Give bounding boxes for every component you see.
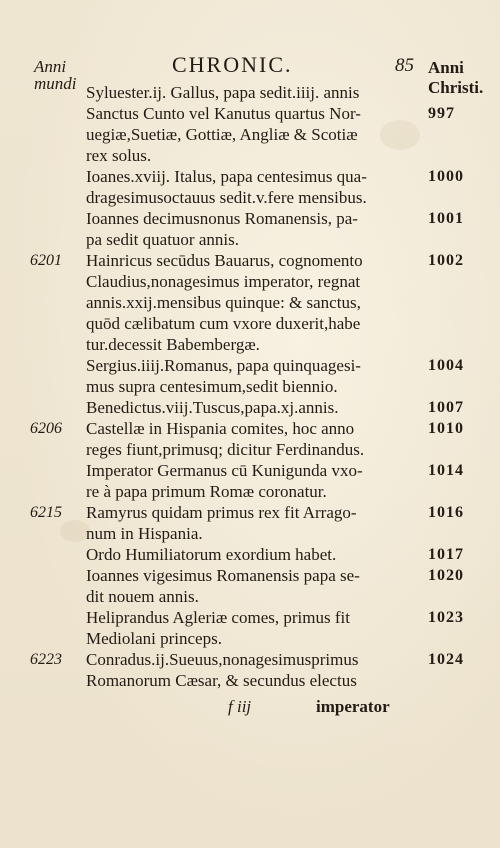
entry-line (0, 334, 500, 355)
entry-line (0, 628, 500, 649)
chronicle-entry (0, 82, 500, 103)
entry-text: re à papa primum Romæ coronatur. (86, 482, 327, 501)
anno-christi: 1001 (428, 210, 464, 227)
chronicle-entry (0, 250, 500, 355)
entry-line (0, 82, 500, 103)
entry-line (0, 271, 500, 292)
entry-line (0, 166, 500, 187)
annus-mundi: 6206 (30, 420, 62, 437)
chronicle-entry (0, 166, 500, 208)
catchword: imperator (316, 697, 390, 716)
entry-text: tur.decessit Babembergæ. (86, 335, 260, 354)
entry-text: Romanorum Cæsar, & secundus electus (86, 671, 357, 690)
anno-christi: 1016 (428, 504, 464, 521)
entry-text: Benedictus.viij.Tuscus,papa.xj.annis. (86, 398, 339, 417)
entry-text: Imperator Germanus cū Kunigunda vxo- (86, 461, 363, 480)
anni-christi-heading: Anni Christi. (428, 58, 484, 97)
entry-text: Conradus.ij.Sueuus,nonagesimusprimus (86, 650, 359, 669)
entry-line (0, 418, 500, 439)
entry-text: Claudius,nonagesimus imperator, regnat (86, 272, 361, 291)
page-number: 85 (395, 55, 414, 76)
signature-mark: f iij (228, 697, 252, 716)
annus-mundi: 6215 (30, 504, 62, 521)
chronicle-entry (0, 208, 500, 250)
entry-text: pa sedit quatuor annis. (86, 230, 239, 249)
anno-christi: 1017 (428, 546, 464, 563)
anno-christi: 1000 (428, 168, 464, 185)
entry-line (0, 607, 500, 628)
entry-text: reges fiunt,primusq; dicitur Ferdinandus. (86, 440, 365, 459)
anno-christi: 1023 (428, 609, 464, 626)
entry-line (0, 313, 500, 334)
entry-text: mus supra centesimum,sedit biennio. (86, 377, 338, 396)
entry-line (0, 187, 500, 208)
chronicle-entry (0, 544, 500, 565)
chronicle-entry (0, 103, 500, 166)
anno-christi: 1014 (428, 462, 464, 479)
entry-text: rex solus. (86, 146, 152, 165)
chronicle-entries (0, 82, 500, 691)
chronicle-entry (0, 397, 500, 418)
entry-line (0, 124, 500, 145)
entry-line (0, 250, 500, 271)
entry-text: dragesimusoctauus sedit.v.fere mensibus. (86, 188, 367, 207)
entry-line (0, 397, 500, 418)
chronicle-entry (0, 607, 500, 649)
entry-text: Hainricus secūdus Bauarus, cognomento (86, 251, 363, 270)
annus-mundi: 6223 (30, 651, 62, 668)
entry-text: dit nouem annis. (86, 587, 199, 606)
entry-line (0, 586, 500, 607)
page-footer (0, 697, 500, 719)
entry-text: quōd cælibatum cum vxore duxerit,habe (86, 314, 361, 333)
chronicle-entry (0, 649, 500, 691)
entry-text: Sanctus Cunto vel Kanutus quartus Nor- (86, 104, 361, 123)
anno-christi: 1007 (428, 399, 464, 416)
anno-christi: 1020 (428, 567, 464, 584)
entry-line (0, 229, 500, 250)
chronicle-entry (0, 355, 500, 397)
entry-line (0, 103, 500, 124)
chronicle-entry (0, 502, 500, 544)
anno-christi: 1010 (428, 420, 464, 437)
entry-line (0, 208, 500, 229)
entry-line (0, 670, 500, 691)
entry-line (0, 460, 500, 481)
entry-text: Sergius.iiij.Romanus, papa quinquagesi- (86, 356, 361, 375)
anno-christi: 1004 (428, 357, 464, 374)
entry-line (0, 565, 500, 586)
entry-text: Mediolani princeps. (86, 629, 222, 648)
entry-line (0, 523, 500, 544)
entry-text: Heliprandus Agleriæ comes, primus fit (86, 608, 350, 627)
entry-line (0, 439, 500, 460)
entry-line (0, 355, 500, 376)
entry-text: uegiæ,Suetiæ, Gottiæ, Angliæ & Scotiæ (86, 125, 358, 144)
page-title: CHRONIC. (172, 52, 293, 77)
entry-line (0, 145, 500, 166)
entry-text: Ioannes decimusnonus Romanensis, pa- (86, 209, 358, 228)
entry-line (0, 502, 500, 523)
entry-line (0, 544, 500, 565)
entry-line (0, 649, 500, 670)
entry-line (0, 376, 500, 397)
entry-line (0, 481, 500, 502)
entry-text: Ioannes vigesimus Romanensis papa se- (86, 566, 360, 585)
entry-text: Syluester.ij. Gallus, papa sedit.iiij. annis (86, 83, 360, 102)
entry-line (0, 292, 500, 313)
entry-text: annis.xxij.mensibus quinque: & sanctus, (86, 293, 361, 312)
entry-text: num in Hispania. (86, 524, 203, 543)
chronicle-entry (0, 460, 500, 502)
annus-mundi: 6201 (30, 252, 62, 269)
entry-text: Castellæ in Hispania comites, hoc anno (86, 419, 355, 438)
anno-christi: 997 (428, 105, 455, 122)
anno-christi: 1024 (428, 651, 464, 668)
anno-christi: 1002 (428, 252, 464, 269)
entry-text: Ramyrus quidam primus rex fit Arrago- (86, 503, 357, 522)
entry-text: Ioanes.xviij. Italus, papa centesimus qua- (86, 167, 367, 186)
anni-mundi-heading: Anni mundi (34, 57, 77, 93)
chronicle-entry (0, 418, 500, 460)
entry-text: Ordo Humiliatorum exordium habet. (86, 545, 337, 564)
chronicle-entry (0, 565, 500, 607)
